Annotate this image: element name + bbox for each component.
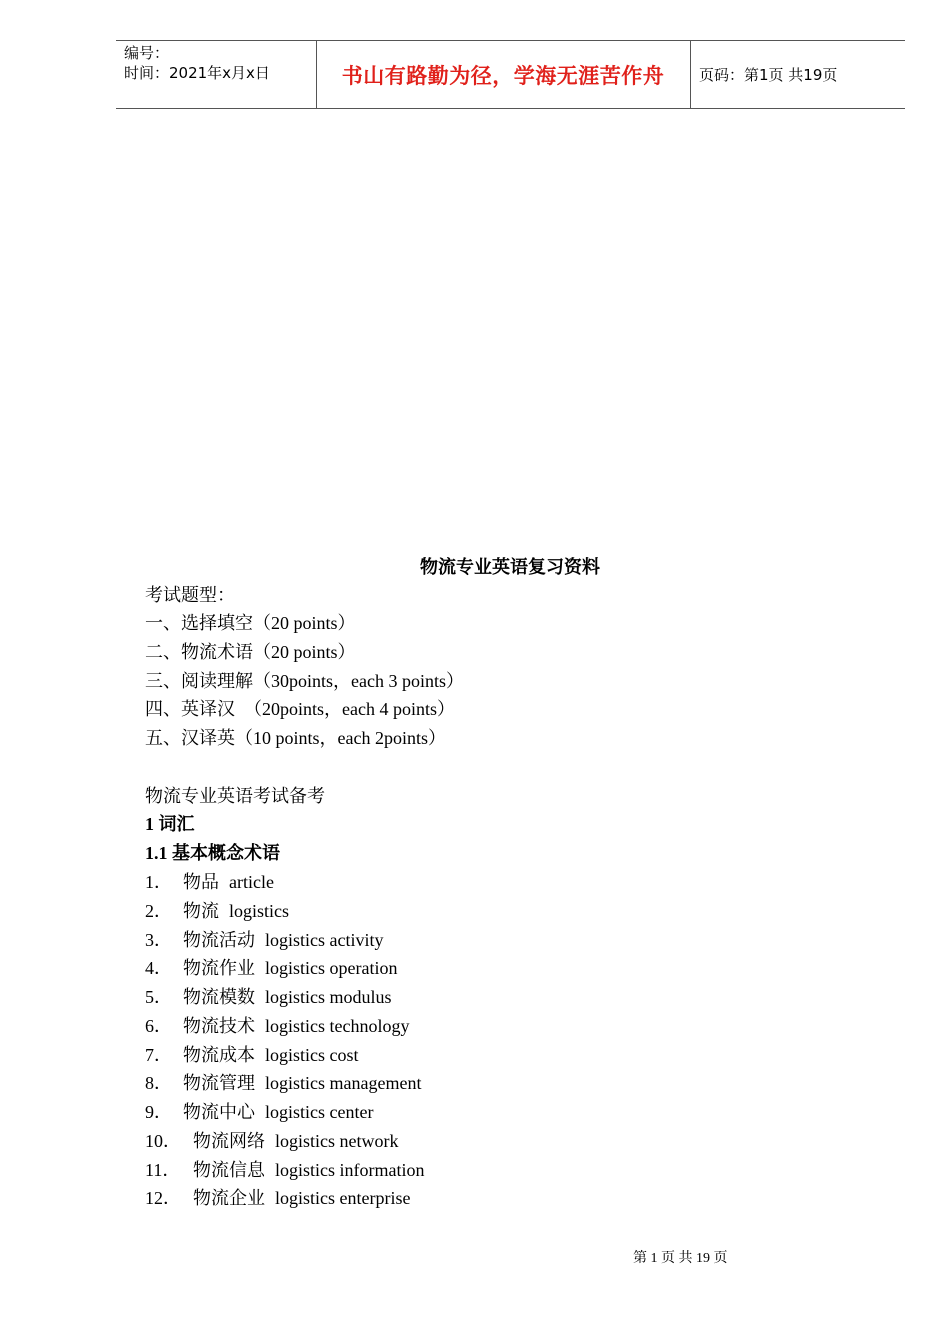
list-item: [145, 900, 289, 922]
section-heading: 1 词汇: [145, 814, 195, 834]
exam-heading: 考试题型：: [145, 585, 235, 605]
term-number: 8．: [145, 1073, 172, 1094]
term-number: 1．: [145, 872, 172, 892]
term-chinese: 物流管理: [183, 1073, 255, 1094]
header-page-label: 页码：第1页 共19页: [699, 66, 838, 84]
term-english: logistics information: [275, 1159, 425, 1180]
term-chinese: 物流成本: [183, 1044, 255, 1065]
exam-item: 四、英译汉 （20points，each 4 points）: [145, 699, 455, 719]
term-english: logistics technology: [265, 1015, 410, 1036]
term-english: logistics network: [275, 1130, 399, 1151]
exam-item: 三、阅读理解（30points，each 3 points）: [145, 671, 464, 691]
document-title: 物流专业英语复习资料: [420, 557, 600, 578]
list-item: [145, 1187, 410, 1209]
term-chinese: 物流活动: [183, 929, 255, 950]
term-number: 6．: [145, 1015, 172, 1036]
term-chinese: 物流模数: [183, 987, 255, 1007]
list-item: [145, 1072, 421, 1094]
list-item: [145, 1015, 409, 1037]
page-header: [116, 40, 905, 109]
time-label: 时间：2021年x月x日: [124, 64, 270, 82]
exam-item: 五、汉译英（10 points，each 2points）: [145, 728, 446, 748]
subsection-heading: 1.1 基本概念术语: [145, 843, 280, 863]
serial-label: 编号：: [124, 44, 170, 62]
list-item: [145, 1101, 373, 1123]
list-item: [145, 1159, 424, 1181]
list-item: [145, 986, 392, 1008]
list-item: [145, 871, 274, 893]
term-english: logistics operation: [265, 958, 398, 979]
term-english: logistics center: [265, 1102, 374, 1122]
term-chinese: 物流作业: [183, 958, 255, 979]
term-number: 3．: [145, 929, 172, 950]
header-meta: [124, 43, 270, 83]
list-item: [145, 1044, 359, 1066]
page-footer: 第 1 页 共 19 页: [633, 1251, 728, 1266]
term-english: logistics modulus: [265, 987, 392, 1007]
term-english: article: [229, 872, 274, 892]
term-chinese: 物品: [183, 872, 219, 892]
term-number: 10．: [145, 1130, 181, 1151]
list-item: [145, 929, 384, 951]
exam-item: 二、物流术语（20 points）: [145, 642, 356, 662]
term-number: 12．: [145, 1188, 181, 1209]
header-divider: [690, 41, 691, 108]
prep-title: 物流专业英语考试备考: [145, 786, 325, 806]
exam-item: 一、选择填空（20 points）: [145, 613, 356, 633]
term-number: 7．: [145, 1044, 172, 1065]
term-chinese: 物流中心: [183, 1102, 255, 1122]
list-item: [145, 1130, 399, 1152]
header-motto: 书山有路勤为径，学海无涯苦作舟: [341, 63, 665, 88]
term-number: 11．: [145, 1159, 181, 1180]
term-chinese: 物流技术: [183, 1015, 255, 1036]
term-english: logistics cost: [265, 1044, 359, 1065]
term-english: logistics enterprise: [275, 1188, 411, 1209]
term-number: 5．: [145, 987, 172, 1007]
term-number: 4．: [145, 958, 172, 979]
term-english: logistics: [229, 900, 290, 921]
term-number: 2．: [145, 900, 172, 921]
term-english: logistics management: [265, 1073, 422, 1094]
term-chinese: 物流: [183, 900, 219, 921]
term-number: 9．: [145, 1102, 172, 1122]
term-english: logistics activity: [265, 929, 384, 950]
term-chinese: 物流企业: [193, 1188, 265, 1209]
list-item: [145, 957, 397, 979]
term-chinese: 物流网络: [193, 1130, 265, 1151]
term-chinese: 物流信息: [193, 1159, 265, 1180]
